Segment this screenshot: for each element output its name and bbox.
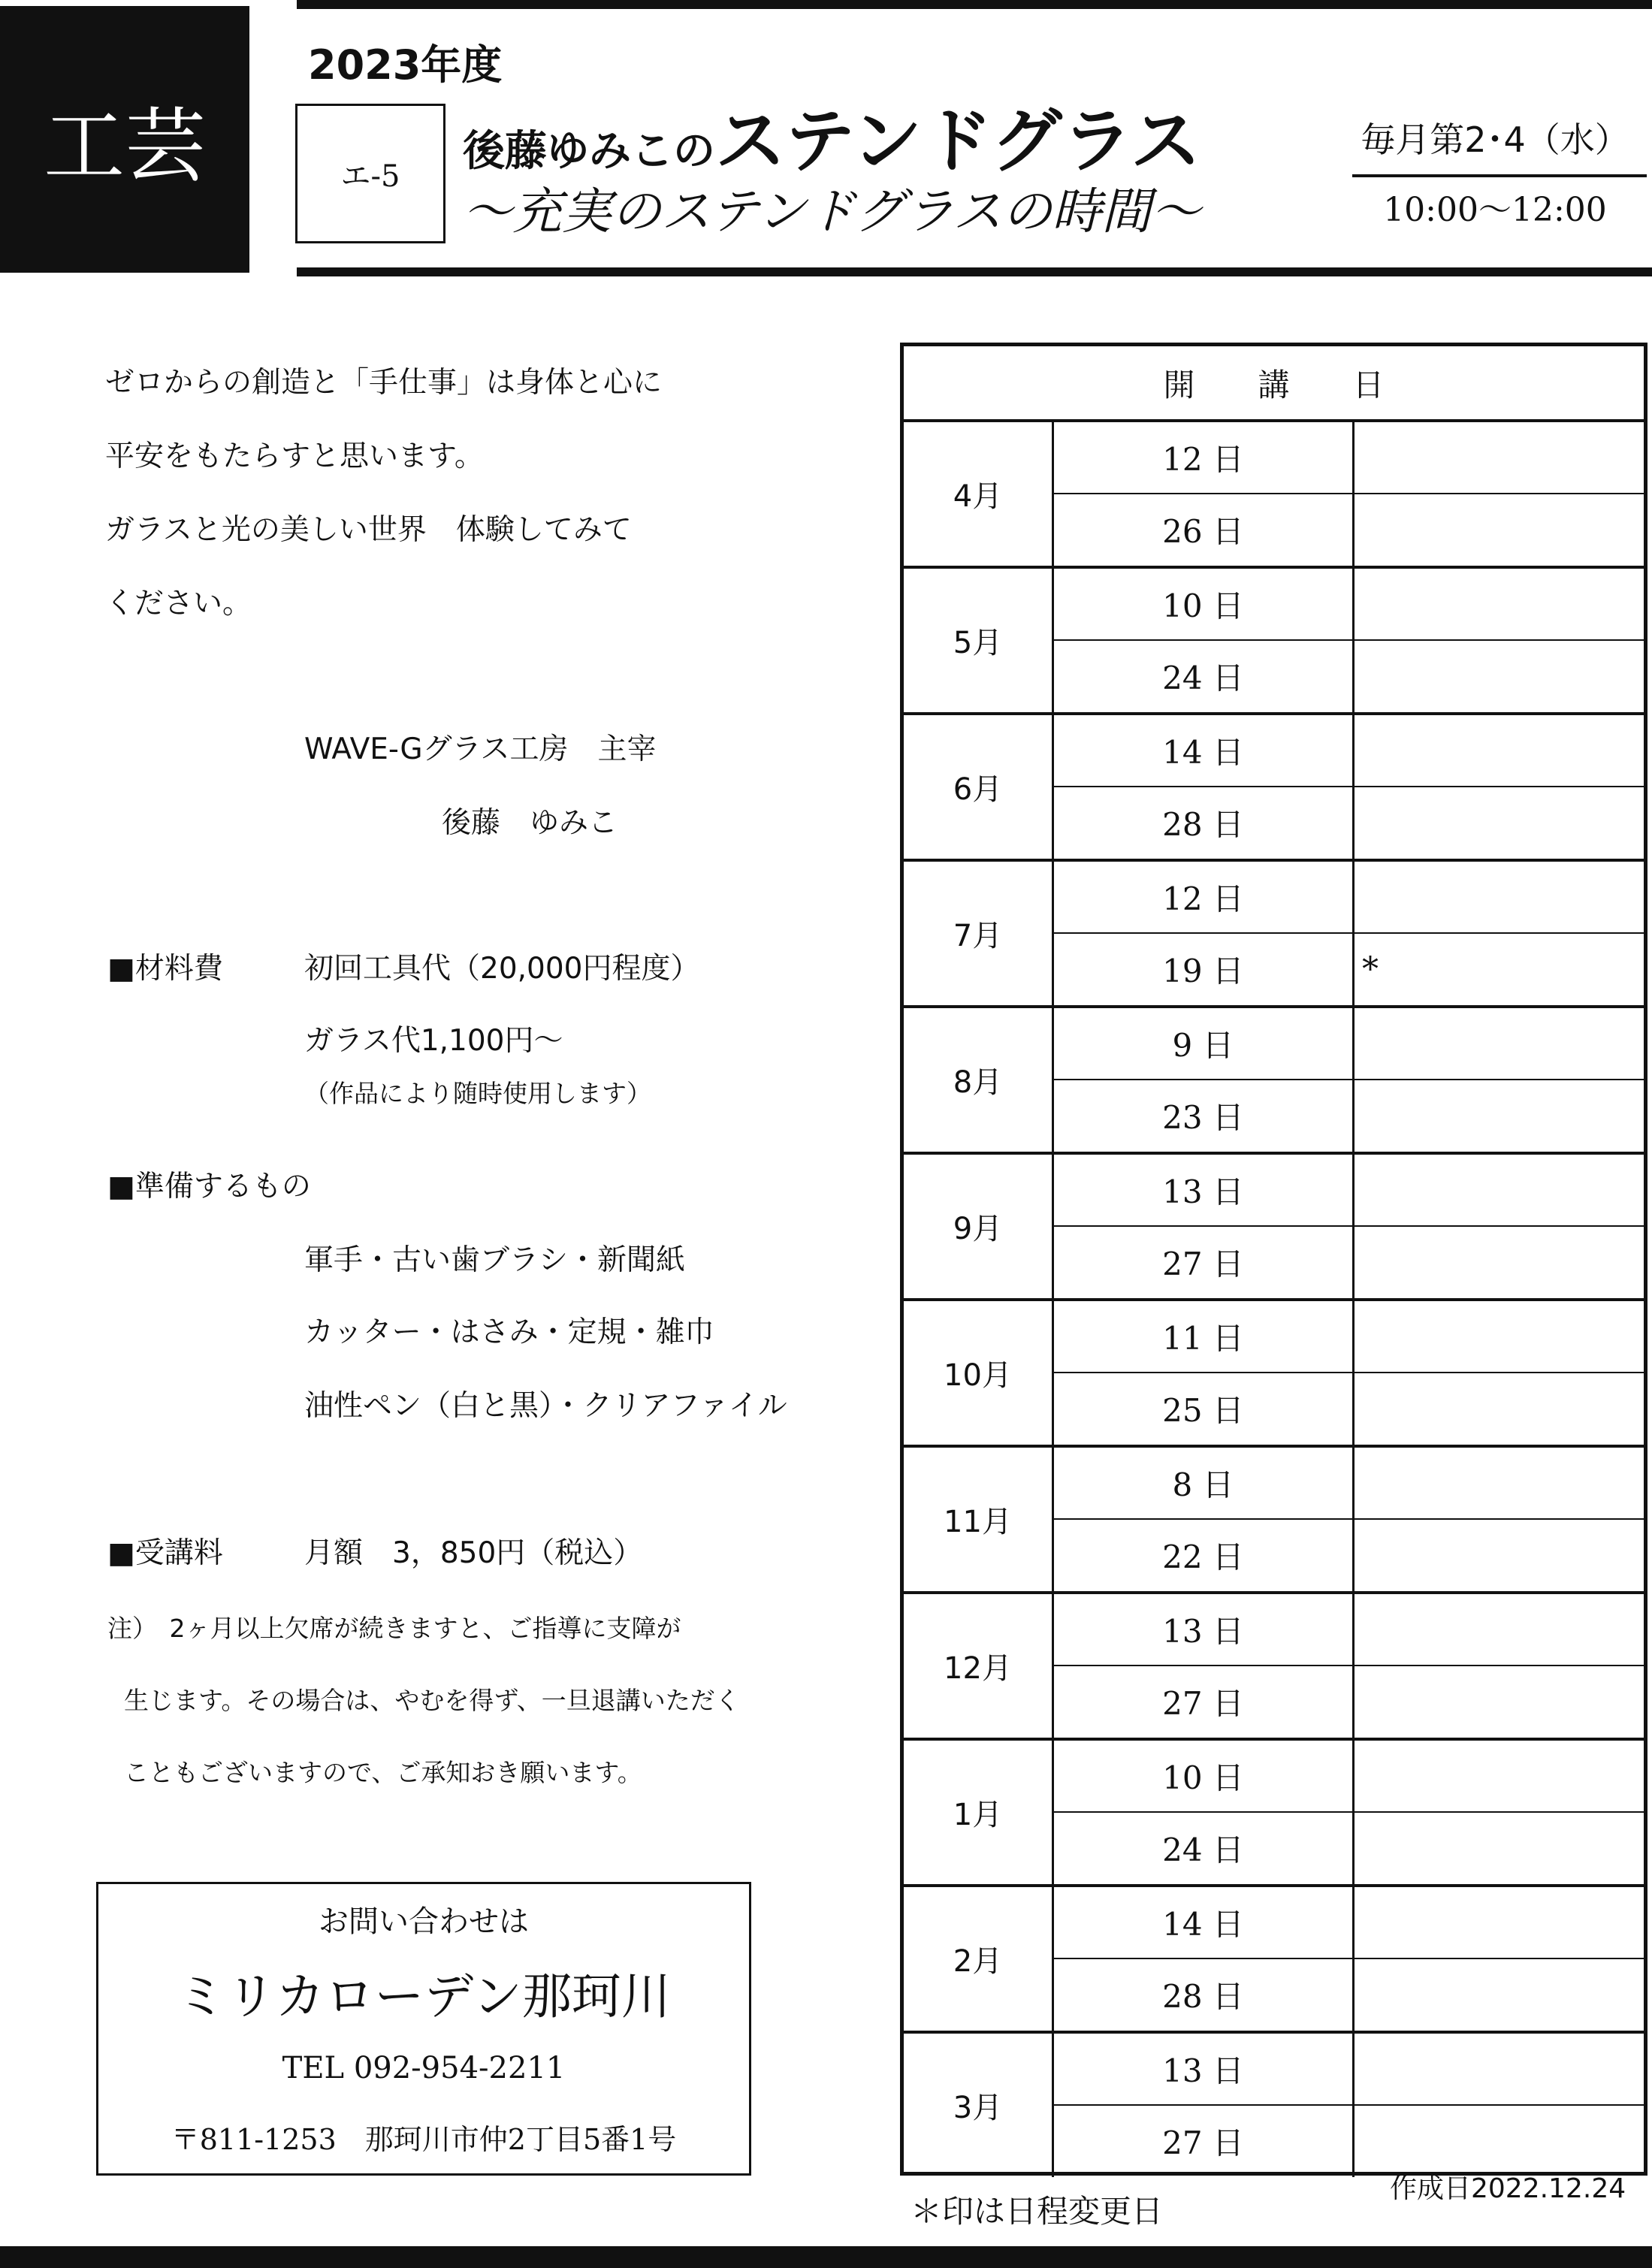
month-cell: 4月 bbox=[904, 419, 1052, 566]
contact-box bbox=[96, 1882, 751, 2176]
month-cell: 7月 bbox=[904, 859, 1052, 1005]
month-cell: 1月 bbox=[904, 1738, 1052, 1884]
date-cell: 27 日 bbox=[1052, 1665, 1352, 1738]
schedule-day: 毎月第2･4（水） bbox=[1361, 119, 1629, 160]
change-mark-cell bbox=[1352, 1445, 1644, 1518]
intro-line: 平安をもたらすと思います。 bbox=[105, 439, 484, 473]
header-top-rule bbox=[297, 0, 1652, 9]
title-prefix: 後藤ゆみこの bbox=[463, 127, 715, 176]
schedule-divider bbox=[1352, 174, 1647, 177]
date-cell: 27 日 bbox=[1052, 2104, 1352, 2178]
date-cell: 28 日 bbox=[1052, 786, 1352, 859]
date-cell: 24 日 bbox=[1052, 639, 1352, 713]
schedule-time: 10:00～12:00 bbox=[1383, 191, 1607, 229]
contact-tel: TEL 092-954-2211 bbox=[282, 2051, 566, 2085]
instructor-name: 後藤 ゆみこ bbox=[442, 806, 618, 840]
note-line: 生じます。その場合は、やむを得ず、一旦退講いただく bbox=[124, 1686, 740, 1715]
change-mark-cell bbox=[1352, 1079, 1644, 1152]
prepare-item: 油性ペン（白と黒）・クリアファイル bbox=[304, 1389, 787, 1423]
month-cell: 6月 bbox=[904, 712, 1052, 859]
month-cell: 2月 bbox=[904, 1884, 1052, 2031]
date-cell: 11 日 bbox=[1052, 1298, 1352, 1372]
instructor-studio: WAVE-Gグラス工房 主宰 bbox=[304, 732, 657, 766]
change-mark-cell bbox=[1352, 859, 1644, 932]
date-cell: 13 日 bbox=[1052, 1152, 1352, 1225]
date-cell: 27 日 bbox=[1052, 1225, 1352, 1299]
materials-label: ■材料費 bbox=[107, 952, 223, 986]
fee-value: 月額 3，850円（税込） bbox=[304, 1536, 643, 1570]
intro-line: ガラスと光の美しい世界 体験してみて bbox=[105, 513, 632, 547]
materials-tools: 初回工具代（20,000円程度） bbox=[304, 952, 700, 986]
change-mark-cell bbox=[1352, 566, 1644, 639]
change-mark-cell bbox=[1352, 493, 1644, 566]
date-cell: 10 日 bbox=[1052, 1738, 1352, 1811]
bottom-bar bbox=[0, 2246, 1652, 2268]
prepare-item: 軍手・古い歯ブラシ・新聞紙 bbox=[304, 1243, 686, 1277]
change-mark-cell bbox=[1352, 1665, 1644, 1738]
category-badge bbox=[0, 6, 249, 273]
change-mark-cell bbox=[1352, 419, 1644, 493]
change-mark-cell bbox=[1352, 712, 1644, 786]
month-cell: 8月 bbox=[904, 1005, 1052, 1152]
month-cell: 12月 bbox=[904, 1591, 1052, 1738]
date-cell: 19 日 bbox=[1052, 932, 1352, 1006]
date-cell: 12 日 bbox=[1052, 419, 1352, 493]
contact-heading: お問い合わせは bbox=[319, 1904, 529, 1939]
date-cell: 22 日 bbox=[1052, 1518, 1352, 1592]
materials-note: （作品により随時使用します） bbox=[304, 1079, 651, 1108]
materials-glass: ガラス代1,100円～ bbox=[304, 1024, 563, 1058]
change-mark-cell bbox=[1352, 2031, 1644, 2104]
schedule-table bbox=[900, 343, 1647, 2176]
prepare-item: カッター・はさみ・定規・雑巾 bbox=[304, 1315, 714, 1349]
table-header: 開 講 日 bbox=[1163, 366, 1385, 403]
date-cell: 10 日 bbox=[1052, 566, 1352, 639]
date-cell: 13 日 bbox=[1052, 2031, 1352, 2104]
date-cell: 26 日 bbox=[1052, 493, 1352, 566]
change-mark-cell: * bbox=[1352, 932, 1644, 1006]
month-cell: 5月 bbox=[904, 566, 1052, 712]
change-mark-cell bbox=[1352, 1884, 1644, 1958]
change-mark-cell bbox=[1352, 639, 1644, 713]
fiscal-year: 2023年度 bbox=[308, 41, 503, 89]
category-label: 工芸 bbox=[43, 100, 206, 194]
date-cell: 12 日 bbox=[1052, 859, 1352, 932]
change-mark-cell bbox=[1352, 1152, 1644, 1225]
change-mark-cell bbox=[1352, 2104, 1644, 2178]
month-cell: 11月 bbox=[904, 1445, 1052, 1591]
date-cell: 24 日 bbox=[1052, 1811, 1352, 1885]
footnote: ＊印は日程変更日 bbox=[911, 2193, 1164, 2230]
date-cell: 8 日 bbox=[1052, 1445, 1352, 1518]
month-cell: 3月 bbox=[904, 2031, 1052, 2177]
change-mark-cell bbox=[1352, 1372, 1644, 1445]
course-code-box bbox=[295, 104, 445, 243]
month-cell: 10月 bbox=[904, 1298, 1052, 1445]
change-mark-cell bbox=[1352, 1591, 1644, 1665]
title-main: ステンドグラス bbox=[715, 101, 1201, 183]
note-line: 注） 2ヶ月以上欠席が続きますと、ご指導に支障が bbox=[107, 1614, 681, 1643]
created-date: 作成日2022.12.24 bbox=[1390, 2173, 1626, 2204]
change-mark-cell bbox=[1352, 1958, 1644, 2031]
change-mark-cell bbox=[1352, 1005, 1644, 1079]
date-cell: 9 日 bbox=[1052, 1005, 1352, 1079]
date-cell: 14 日 bbox=[1052, 1884, 1352, 1958]
course-subtitle: ～充実のステンドグラスの時間～ bbox=[463, 183, 1201, 240]
change-mark-cell bbox=[1352, 1518, 1644, 1592]
date-cell: 25 日 bbox=[1052, 1372, 1352, 1445]
course-code: エ-5 bbox=[340, 159, 400, 194]
change-mark-cell bbox=[1352, 1225, 1644, 1299]
header-bottom-rule bbox=[297, 267, 1652, 276]
contact-address: 〒811-1253 那珂川市仲2丁目5番1号 bbox=[171, 2123, 677, 2156]
prepare-label: ■準備するもの bbox=[107, 1170, 311, 1203]
date-cell: 13 日 bbox=[1052, 1591, 1352, 1665]
month-cell: 9月 bbox=[904, 1152, 1052, 1298]
change-mark-cell bbox=[1352, 1811, 1644, 1885]
change-mark-cell bbox=[1352, 786, 1644, 859]
contact-name: ミリカローデン那珂川 bbox=[176, 1968, 672, 2025]
intro-line: ください。 bbox=[105, 587, 252, 621]
date-cell: 14 日 bbox=[1052, 712, 1352, 786]
change-mark-cell bbox=[1352, 1298, 1644, 1372]
fee-label: ■受講料 bbox=[107, 1536, 223, 1570]
note-line: こともございますので、ご承知おき願います。 bbox=[124, 1758, 642, 1787]
date-cell: 28 日 bbox=[1052, 1958, 1352, 2031]
change-mark-cell bbox=[1352, 1738, 1644, 1811]
date-cell: 23 日 bbox=[1052, 1079, 1352, 1152]
intro-line: ゼロからの創造と「手仕事」は身体と心に bbox=[105, 366, 663, 400]
